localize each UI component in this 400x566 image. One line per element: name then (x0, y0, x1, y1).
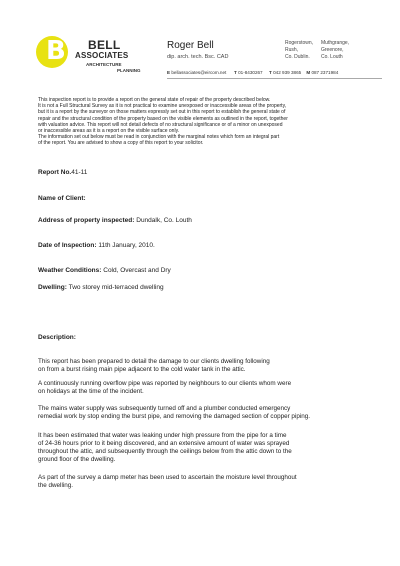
address-rogerstown (285, 40, 313, 61)
description-paragraph-3 (38, 405, 368, 421)
dwelling-value: Two storey mid-terraced dwelling (68, 284, 164, 291)
phone2-value: 042 939 3865 (273, 70, 302, 75)
dwelling-label: Dwelling: (38, 284, 67, 291)
disclaimer-line: or inaccessible areas as it is a report on the visible surface only. (38, 128, 180, 135)
inspection-date (38, 242, 155, 249)
disclaimer-line: but it is a report by the surveyor on those matters expressly set out in this report to establish the general state of (38, 109, 286, 116)
surveyor-qualifications: dip. arch. tech. Bsc. CAD (167, 54, 229, 60)
report-number (38, 169, 87, 176)
property-address (38, 217, 192, 224)
description-paragraph-1 (38, 358, 368, 374)
header-divider (167, 78, 382, 79)
property-address-label: Address of property inspected: (38, 217, 135, 224)
logo-name: BELL (88, 38, 121, 52)
disclaimer-line: of the report. You are advised to show a copy of this report to your solicitor. (38, 140, 204, 147)
contact-line (167, 70, 338, 75)
disclaimer-line: This inspection report is to provide a report on the general state of repair of the property described below. (38, 97, 271, 103)
body-line: ground floor of the dwelling. (38, 456, 116, 463)
address-line: Co. Louth (321, 54, 343, 60)
address-line: Rogerstown, (285, 40, 314, 46)
email-label: E (167, 70, 171, 75)
body-line: As part of the survey a damp meter has been used to ascertain the moisture level throughout (38, 474, 297, 481)
disclaimer-paragraph (38, 97, 368, 147)
description-paragraph-2 (38, 380, 368, 396)
phone2-label: T (269, 70, 272, 75)
body-line: of 24-36 hours prior to it being discovered, and an extensive amount of water was sprayed (38, 440, 290, 447)
disclaimer-line: The information set out below must be read in conjunction with the marginal notes which form an integral part (38, 134, 280, 141)
body-line: the dwelling. (38, 482, 74, 489)
weather-value: Cold, Overcast and Dry (103, 267, 171, 274)
logo-subtitle: ASSOCIATES (75, 51, 129, 60)
inspection-date-value: 11th January, 2010. (98, 242, 155, 249)
email-value[interactable]: bellassociates@eircom.net (171, 70, 227, 75)
disclaimer-line: repair and the structural condition of the property based on the visible elements as outlined in the report, together (38, 115, 288, 122)
property-address-value: Dundalk, Co. Louth (136, 217, 192, 224)
description-heading (38, 334, 76, 341)
description-paragraph-5 (38, 474, 368, 490)
client-name-label: Name of Client: (38, 195, 86, 202)
report-number-label: Report No. (38, 169, 72, 176)
body-line: remedial work by stop ending the burst pipe, and removing the damaged section of copper piping. (38, 413, 310, 420)
description-label: Description: (38, 334, 76, 341)
address-line: Rush, (285, 47, 299, 53)
logo-architecture: ARCHITECTURE (86, 62, 122, 67)
dwelling-type (38, 284, 164, 291)
address-line: Greenore, (321, 47, 344, 53)
disclaimer-line: with valuation advice. This report will not detail defects of no structural significance or of a minor on unexposed (38, 121, 283, 128)
body-line: A continuously running overflow pipe was reported by neighbours to our clients whom were (38, 380, 292, 387)
weather-conditions (38, 267, 171, 274)
logo-planning: PLANNING (117, 68, 141, 73)
body-line: on holidays at the time of the incident. (38, 388, 144, 395)
client-name (38, 195, 86, 202)
address-line: Muthgrange, (321, 40, 350, 46)
description-paragraph-4 (38, 432, 368, 464)
body-line: It has been estimated that water was leaking under high pressure from the pipe for a time (38, 432, 287, 439)
body-line: The mains water supply was subsequently turned off and a plumber conducted emergency (38, 405, 291, 412)
body-line: This report has been prepared to detail the damage to our clients dwelling following (38, 358, 270, 365)
body-line: on from a burst rising main pipe adjacent to the cold water tank in the attic. (38, 366, 246, 373)
phone-label: T (234, 70, 237, 75)
mobile-value: 087 2371984 (311, 70, 339, 75)
report-number-value: 41-11 (71, 169, 88, 176)
phone-value: 01-8430267 (238, 70, 263, 75)
weather-label: Weather Conditions: (38, 267, 102, 274)
logo-letter: B (46, 36, 66, 66)
inspection-date-label: Date of Inspection: (38, 242, 97, 249)
mobile-label: M (306, 70, 311, 75)
address-muthgrange (321, 40, 349, 61)
disclaimer-line: It is not a Full Structural Survey as it is not practical to examine unexposed or inaccessible areas of the property, (38, 103, 287, 110)
address-line: Co. Dublin. (285, 54, 310, 60)
body-line: throughout the attic, and subsequently through the ceilings below from the attic down to the (38, 448, 292, 455)
surveyor-name: Roger Bell (167, 40, 214, 51)
